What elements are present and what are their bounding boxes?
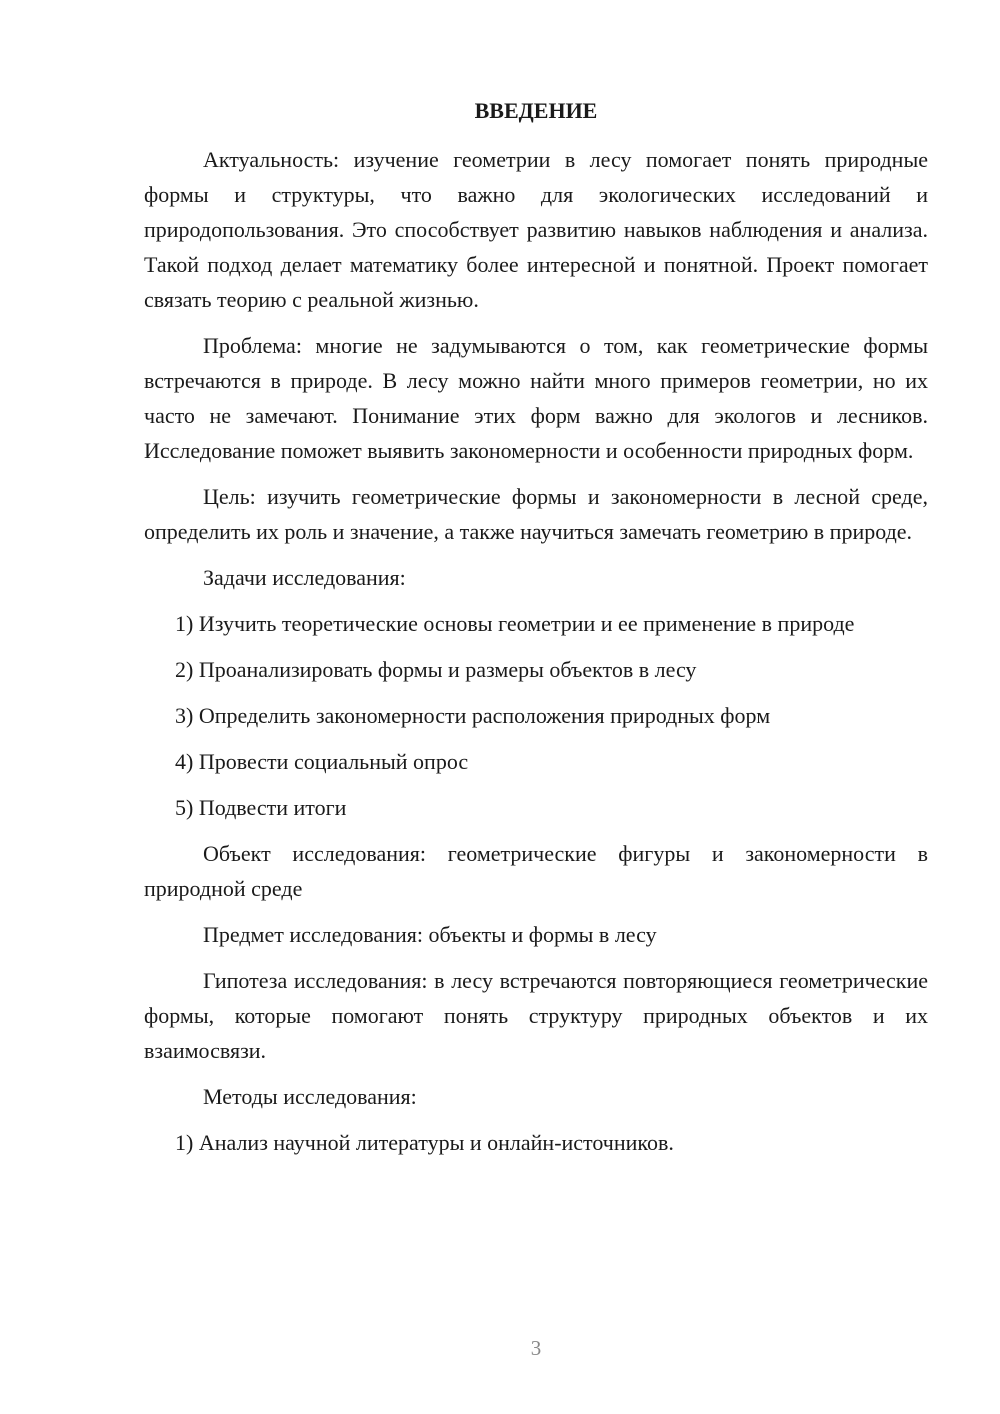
paragraph-tasks-heading: Задачи исследования: <box>203 565 406 590</box>
list-item-task-5: 5) Подвести итоги <box>175 795 347 820</box>
list-item-task-4: 4) Провести социальный опрос <box>175 749 469 774</box>
list-item-task-3: 3) Определить закономерности расположения природных форм <box>175 703 771 728</box>
paragraph-relevance: Актуальность: изучение геометрии в лесу помогает понять природные формы и структуры, что важно для экологических исследований и природопользования. Это способствует развитию навыков наблюдения и анализа. Такой подход делает математику более интересной и понятной. Проект помогает связать теорию с реальной жизнью. <box>144 147 928 312</box>
list-item-task-1: 1) Изучить теоретические основы геометрии и ее применение в природе <box>175 611 855 636</box>
list-item-task-2: 2) Проанализировать формы и размеры объектов в лесу <box>175 657 697 682</box>
document-body <box>144 142 928 1171</box>
paragraph-object: Объект исследования: геометрические фигуры и закономерности в природной среде <box>144 841 928 901</box>
paragraph-hypothesis: Гипотеза исследования: в лесу встречаются повторяющиеся геометрические формы, которые помогают понять структуру природных объектов и их взаимосвязи. <box>144 968 928 1063</box>
paragraph-problem: Проблема: многие не задумываются о том, как геометрические формы встречаются в природе. В лесу можно найти много примеров геометрии, но их часто не замечают. Понимание этих форм важно для экологов и лесников. Исследование поможет выявить закономерности и особенности природных форм. <box>144 333 928 463</box>
page-title: ВВЕДЕНИЕ <box>474 98 598 123</box>
list-item-method-1: 1) Анализ научной литературы и онлайн-источников. <box>175 1130 674 1155</box>
page-number: 3 <box>530 1336 542 1360</box>
paragraph-goal: Цель: изучить геометрические формы и закономерности в лесной среде, определить их роль и значение, а также научиться замечать геометрию в природе. <box>144 484 928 544</box>
paragraph-subject: Предмет исследования: объекты и формы в лесу <box>203 922 657 947</box>
paragraph-methods-heading: Методы исследования: <box>203 1084 417 1109</box>
